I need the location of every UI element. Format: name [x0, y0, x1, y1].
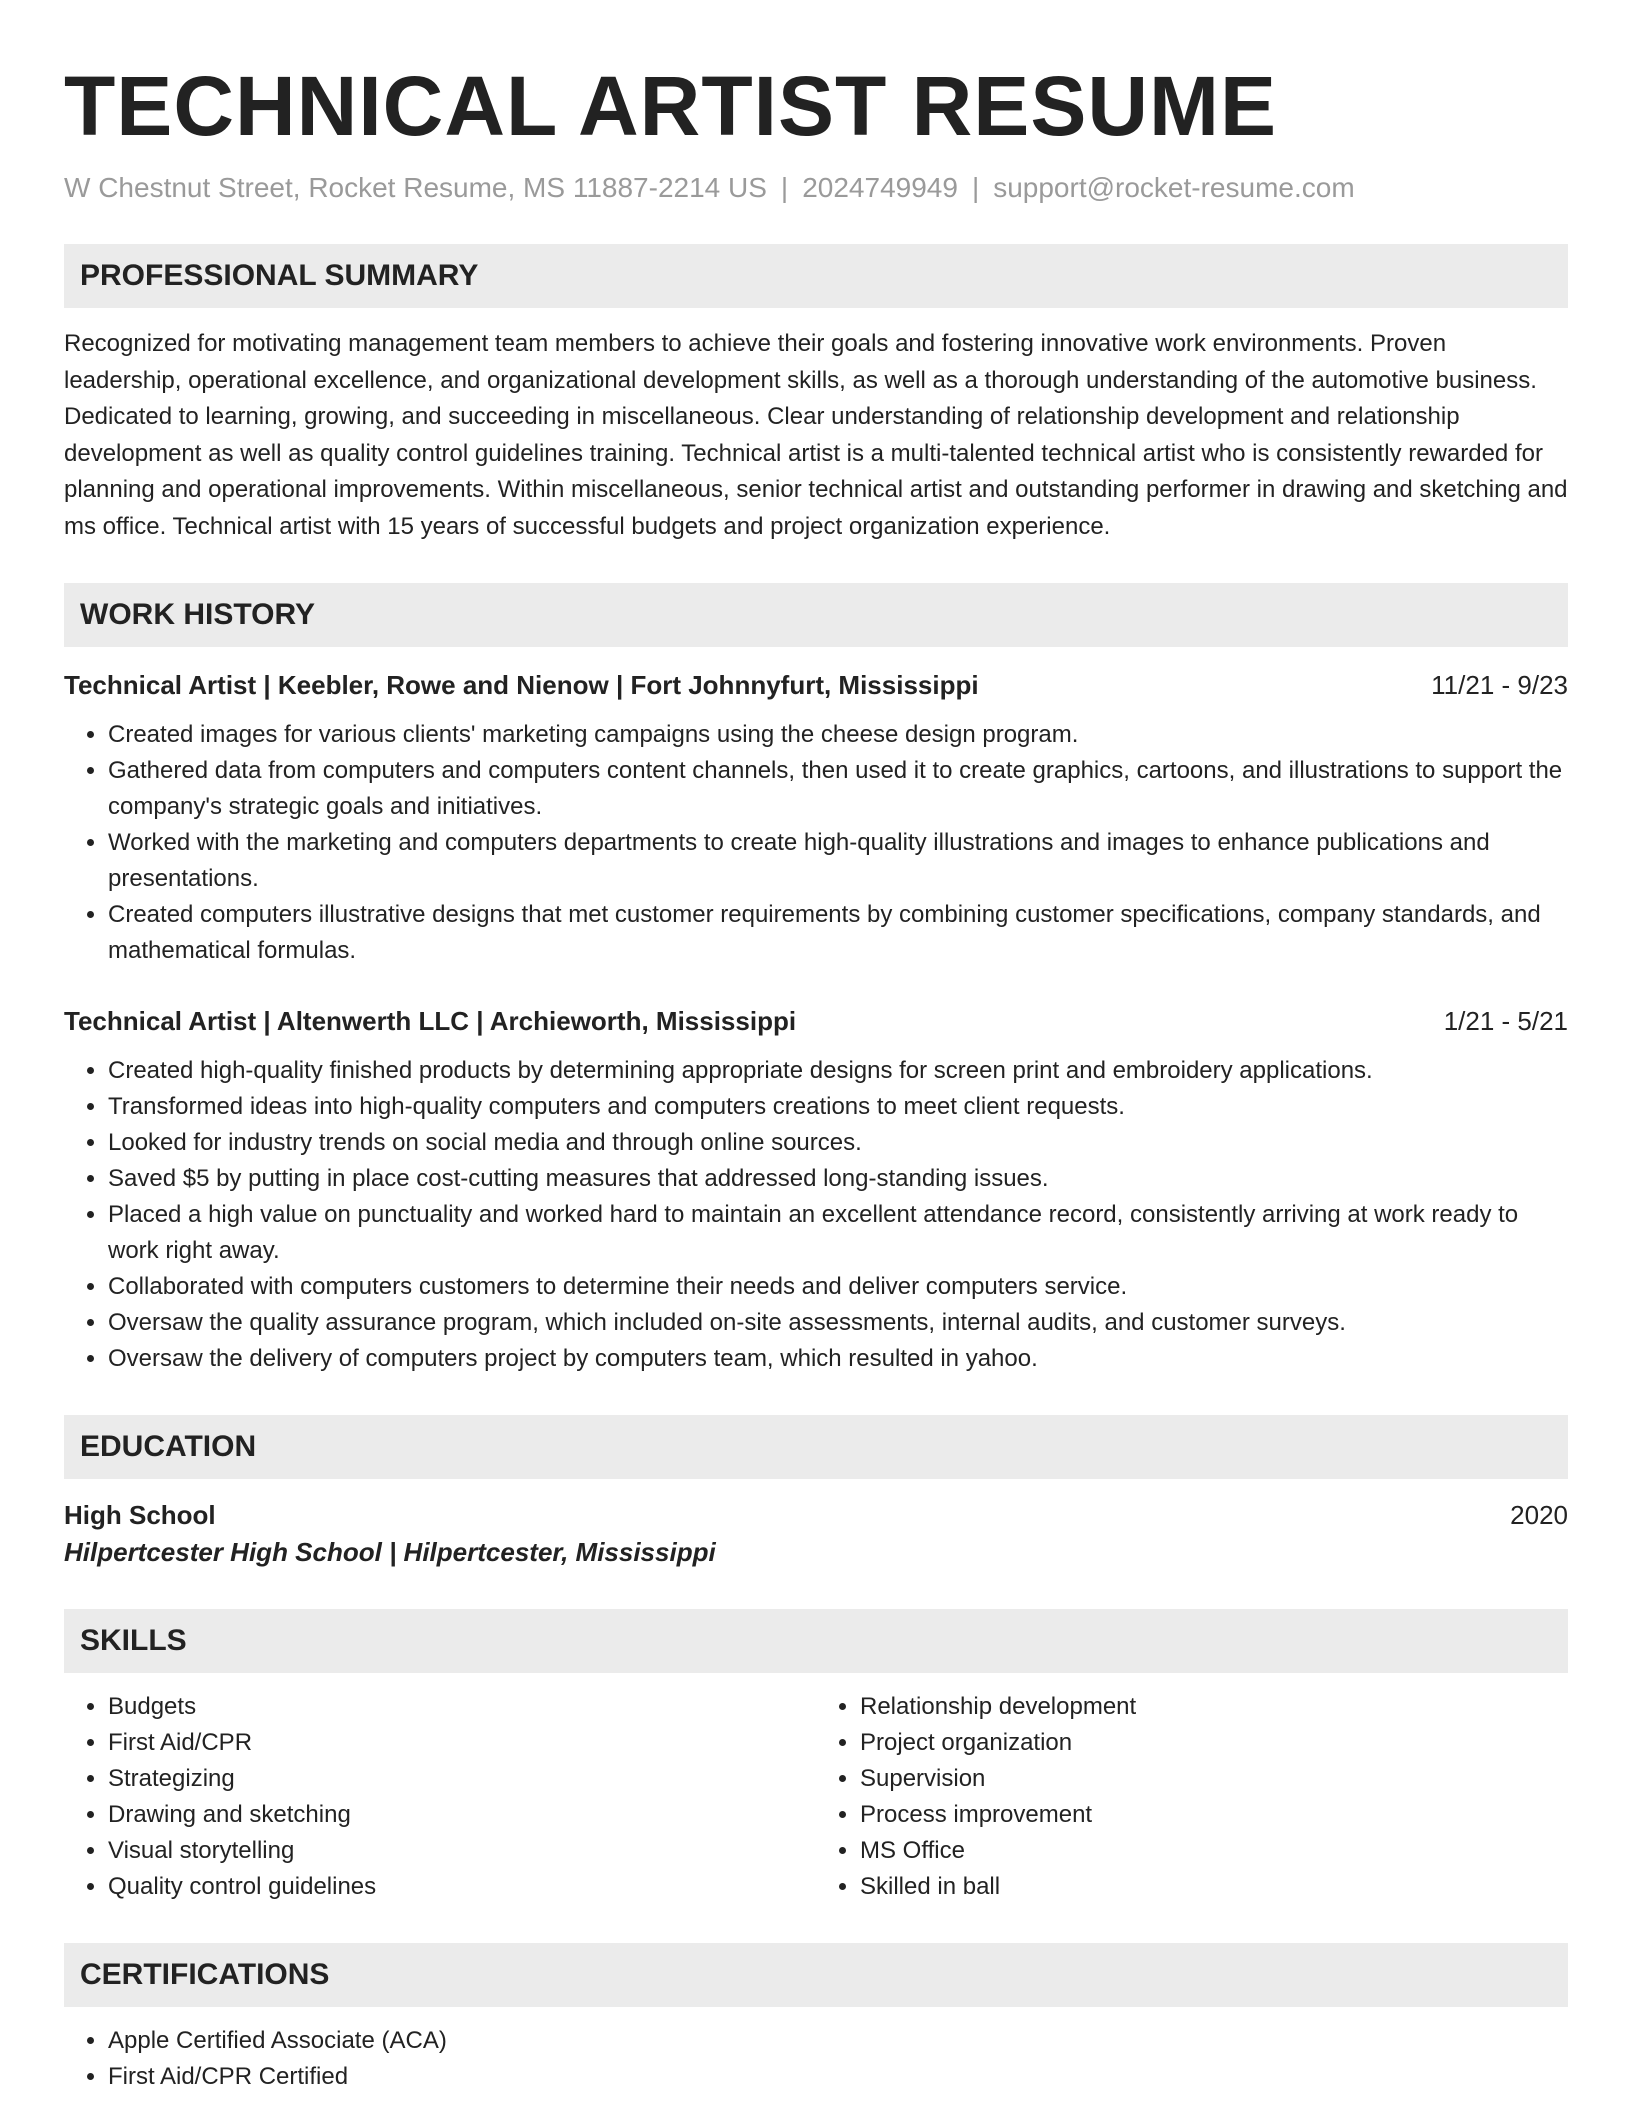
certifications-heading: CERTIFICATIONS	[64, 1943, 1568, 2007]
skill-item: • Visual storytelling	[108, 1833, 816, 1869]
job-dates: 11/21 - 9/23	[1431, 670, 1568, 700]
job-bullet: • Created high-quality finished products by determining appropriate designs for screen print and embroidery applications.	[108, 1053, 1568, 1089]
certification-item: • Apple Certified Associate (ACA)	[108, 2023, 1568, 2059]
skill-item: • Project organization	[860, 1725, 1568, 1761]
contact-separator: |	[971, 172, 980, 203]
skill-item: • Relationship development	[860, 1689, 1568, 1725]
job-title: Technical Artist | Keebler, Rowe and Nienow | Fort Johnnyfurt, Mississippi	[64, 670, 979, 700]
skills-heading: SKILLS	[64, 1609, 1568, 1673]
job-bullets	[64, 1053, 1568, 1377]
job-entry	[64, 1003, 1568, 1377]
job-bullet: • Saved $5 by putting in place cost-cutting measures that addressed long-standing issues.	[108, 1161, 1568, 1197]
resume-title: TECHNICAL ARTIST RESUME	[64, 59, 1278, 153]
education-heading: EDUCATION	[64, 1415, 1568, 1479]
skill-item: • Budgets	[108, 1689, 816, 1725]
job-title: Technical Artist | Altenwerth LLC | Archieworth, Mississippi	[64, 1006, 797, 1036]
certifications-list	[64, 2023, 1568, 2095]
job-bullet: • Created images for various clients' marketing campaigns using the cheese design program.	[108, 717, 1568, 753]
education-degree: High School	[64, 1500, 216, 1530]
contact-line	[64, 170, 1568, 206]
skills-column-right	[816, 1689, 1568, 1905]
job-header	[64, 1003, 1568, 1039]
skills-column-left	[64, 1689, 816, 1905]
job-bullets	[64, 717, 1568, 969]
job-bullet: • Gathered data from computers and computers content channels, then used it to create graphics, cartoons, and illustrations to support the company's strategic goals and initiatives.	[108, 753, 1568, 825]
summary-text: Recognized for motivating management team members to achieve their goals and fostering innovative work environments. Proven leadership, operational excellence, and organizational development skills, as well as a thorough understanding of the automotive business. Dedicated to learning, growing, and succeeding in miscellaneous. Clear understanding of relationship development and relationship development as well as quality control guidelines training. Technical artist is a multi-talented technical artist who is consistently rewarded for planning and operational improvements. Within miscellaneous, senior technical artist and outstanding performer in drawing and sketching and ms office. Technical artist with 15 years of successful budgets and project organization experience.	[64, 330, 1568, 540]
job-bullet: • Oversaw the delivery of computers project by computers team, which resulted in yahoo.	[108, 1341, 1568, 1377]
job-bullet: • Created computers illustrative designs that met customer requirements by combining customer specifications, company standards, and mathematical formulas.	[108, 897, 1568, 969]
certifications-bullets	[64, 2023, 1568, 2095]
education-year: 2020	[1510, 1500, 1568, 1530]
skill-item: • MS Office	[860, 1833, 1568, 1869]
job-bullet: • Oversaw the quality assurance program, which included on-site assessments, internal audits, and customer surveys.	[108, 1305, 1568, 1341]
skill-item: • First Aid/CPR	[108, 1725, 816, 1761]
skill-item: • Skilled in ball	[860, 1869, 1568, 1905]
job-bullet: • Placed a high value on punctuality and worked hard to maintain an excellent attendance record, consistently arriving at work ready to work right away.	[108, 1197, 1568, 1269]
skill-item: • Drawing and sketching	[108, 1797, 816, 1833]
contact-phone: 2024749949	[802, 172, 958, 203]
job-bullet: • Looked for industry trends on social media and through online sources.	[108, 1125, 1568, 1161]
contact-email: support@rocket-resume.com	[993, 172, 1355, 203]
job-bullet: • Worked with the marketing and computers departments to create high-quality illustrations and images to enhance publications and presentations.	[108, 825, 1568, 897]
job-bullet: • Transformed ideas into high-quality computers and computers creations to meet client requests.	[108, 1089, 1568, 1125]
education-entry	[64, 1497, 1568, 1571]
job-bullet: • Collaborated with computers customers to determine their needs and deliver computers service.	[108, 1269, 1568, 1305]
work-history-heading: WORK HISTORY	[64, 583, 1568, 647]
skill-item: • Strategizing	[108, 1761, 816, 1797]
skill-item: • Supervision	[860, 1761, 1568, 1797]
certification-item: • First Aid/CPR Certified	[108, 2059, 1568, 2095]
job-header	[64, 667, 1568, 703]
job-dates: 1/21 - 5/21	[1443, 1006, 1568, 1036]
contact-separator: |	[780, 172, 789, 203]
education-header	[64, 1497, 1568, 1533]
skills-grid	[64, 1689, 1568, 1905]
job-entry	[64, 667, 1568, 969]
skill-item: • Quality control guidelines	[108, 1869, 816, 1905]
skill-item: • Process improvement	[860, 1797, 1568, 1833]
contact-address: W Chestnut Street, Rocket Resume, MS 11887-2214 US	[64, 172, 767, 203]
summary-heading: PROFESSIONAL SUMMARY	[64, 244, 1568, 308]
education-school: Hilpertcester High School | Hilpertcester, Mississippi	[64, 1537, 716, 1567]
